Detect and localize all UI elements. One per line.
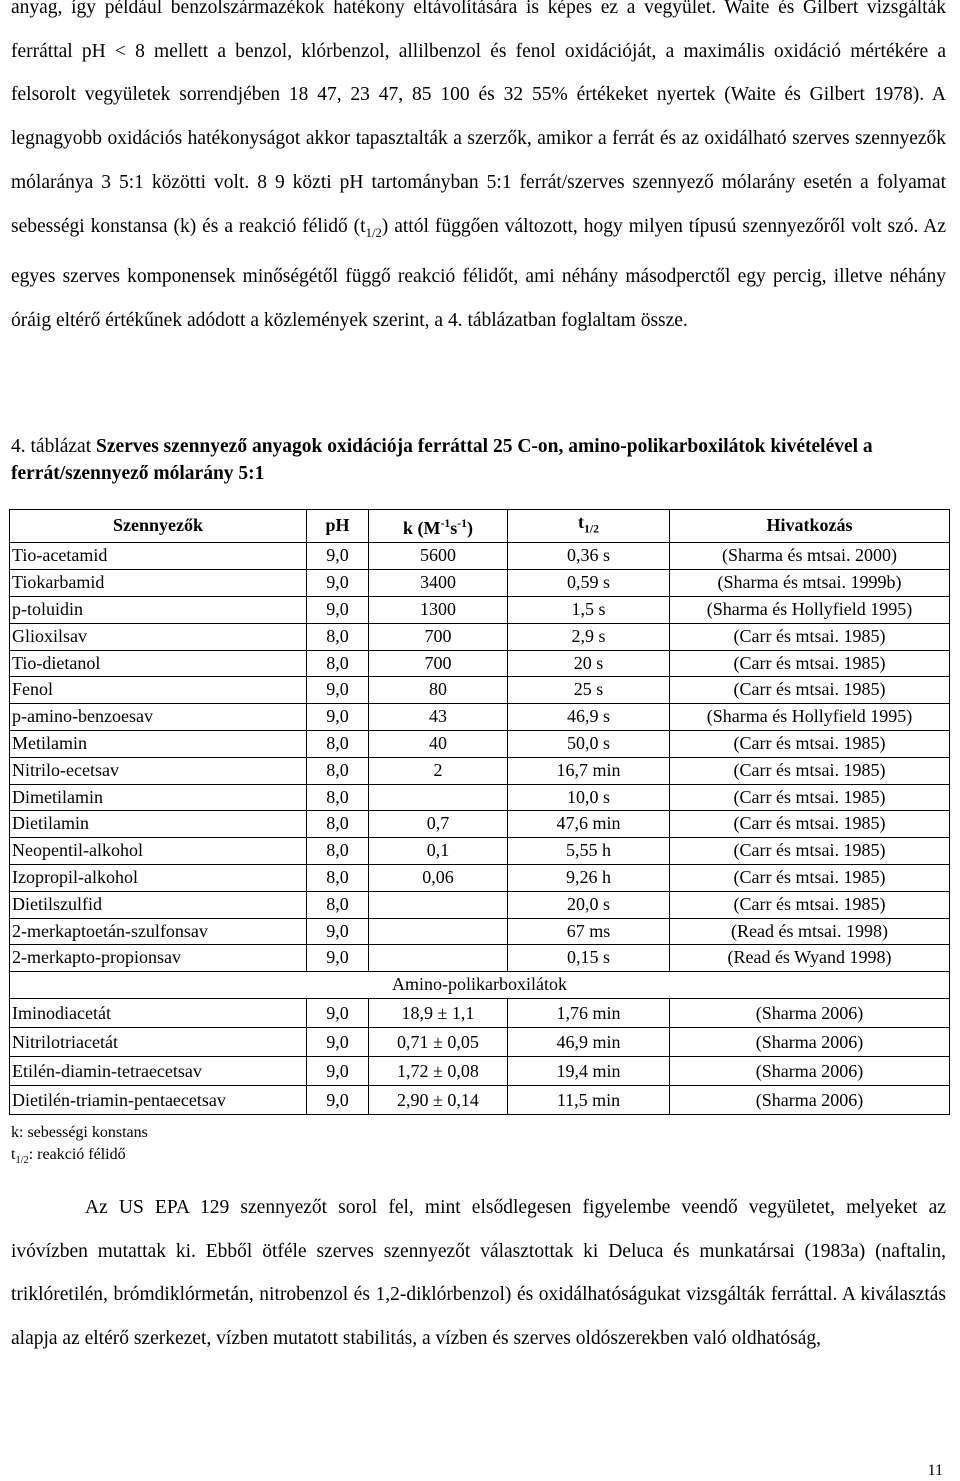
- table-row: [10, 1056, 950, 1085]
- cell-pollutant: Izopropil-alkohol: [10, 864, 307, 891]
- cell-k: 2: [369, 757, 508, 784]
- cell-half-life: 2,9 s: [508, 623, 670, 650]
- cell-pollutant: Metilamin: [10, 730, 307, 757]
- cell-half-life: 0,59 s: [508, 570, 670, 597]
- cell-reference: (Read és Wyand 1998): [670, 945, 950, 972]
- table-row: [10, 1027, 950, 1056]
- cell-ph: 8,0: [307, 784, 369, 811]
- cell-reference: (Sharma és Hollyfield 1995): [670, 596, 950, 623]
- cell-half-life: 16,7 min: [508, 757, 670, 784]
- cell-reference: (Carr és mtsai. 1985): [670, 757, 950, 784]
- cell-k: [369, 918, 508, 945]
- cell-k: [369, 891, 508, 918]
- cell-ph: 8,0: [307, 623, 369, 650]
- table-header-row: [10, 510, 950, 543]
- table-row: [10, 650, 950, 677]
- cell-reference: (Sharma és mtsai. 1999b): [670, 570, 950, 597]
- cell-k: 1,72 ± 0,08: [369, 1056, 508, 1085]
- caption-prefix: 4. táblázat: [11, 436, 96, 457]
- page-number: 11: [927, 1462, 943, 1479]
- table-row: [10, 784, 950, 811]
- cell-half-life: 20 s: [508, 650, 670, 677]
- cell-ph: 8,0: [307, 811, 369, 838]
- cell-reference: (Sharma 2006): [670, 998, 950, 1027]
- header-ph: pH: [307, 510, 369, 543]
- cell-reference: (Sharma 2006): [670, 1085, 950, 1114]
- cell-pollutant: Dimetilamin: [10, 784, 307, 811]
- header-k: k $(M^{-1}s^{-1})$: [369, 510, 508, 543]
- cell-k: 3400: [369, 570, 508, 597]
- cell-pollutant: Neopentil-alkohol: [10, 838, 307, 865]
- cell-half-life: 46,9 min: [508, 1027, 670, 1056]
- table-row: [10, 838, 950, 865]
- cell-reference: (Sharma és mtsai. 2000): [670, 543, 950, 570]
- cell-pollutant: Nitrilo-ecetsav: [10, 757, 307, 784]
- table-row: [10, 1085, 950, 1114]
- cell-reference: (Carr és mtsai. 1985): [670, 864, 950, 891]
- cell-k: 700: [369, 623, 508, 650]
- cell-ph: 9,0: [307, 704, 369, 731]
- table-row: [10, 704, 950, 731]
- table-row: [10, 891, 950, 918]
- table-caption: [11, 433, 946, 487]
- cell-pollutant: Tiokarbamid: [10, 570, 307, 597]
- cell-k: 0,71 ± 0,05: [369, 1027, 508, 1056]
- cell-k: 40: [369, 730, 508, 757]
- table-row: [10, 864, 950, 891]
- cell-pollutant: 2-merkaptoetán-szulfonsav: [10, 918, 307, 945]
- cell-k: 5600: [369, 543, 508, 570]
- cell-pollutant: Fenol: [10, 677, 307, 704]
- cell-k: [369, 784, 508, 811]
- cell-k: 700: [369, 650, 508, 677]
- cell-reference: (Carr és mtsai. 1985): [670, 730, 950, 757]
- cell-ph: 9,0: [307, 945, 369, 972]
- cell-half-life: 67 ms: [508, 918, 670, 945]
- cell-half-life: 25 s: [508, 677, 670, 704]
- cell-reference: (Sharma 2006): [670, 1027, 950, 1056]
- paragraph1-rest: ) attól függően változott, hogy milyen típusú szennyezőről volt szó. Az egyes szerves komponensek minőségétől függő reakció félidőt, ami néhány másodperctől egy percig, illetve néhány óráig eltérő értékűnek adódott a közlemények szerint, a 4. táblázatban foglaltam össze.: [11, 215, 946, 331]
- cell-reference: (Sharma és Hollyfield 1995): [670, 704, 950, 731]
- cell-ph: 9,0: [307, 1027, 369, 1056]
- table-row: [10, 543, 950, 570]
- table-row: [10, 757, 950, 784]
- section-row: [10, 972, 950, 999]
- table-row: [10, 811, 950, 838]
- cell-half-life: 19,4 min: [508, 1056, 670, 1085]
- body-paragraph-2: Az US EPA 129 szennyezőt sorol fel, mint elsődlegesen figyelembe veendő vegyületet, melyeket az ivóvízben mutattak ki. Ebből ötféle szerves szennyezőt választottak ki Deluca és munkatársai (1983a) (naftalin, triklóretilén, brómdiklórmetán, nitrobenzol és 1,2-diklórbenzol) és oxidálhatóságukat vizsgálták ferráttal. A kiválasztás alapja az eltérő szerkezet, vízben mutatott stabilitás, a vízben és szerves oldószerekben való oldhatóság,: [11, 1197, 946, 1350]
- table-row: [10, 596, 950, 623]
- cell-half-life: 50,0 s: [508, 730, 670, 757]
- cell-ph: 9,0: [307, 1085, 369, 1114]
- cell-pollutant: 2-merkapto-propionsav: [10, 945, 307, 972]
- cell-reference: (Carr és mtsai. 1985): [670, 838, 950, 865]
- table-row: [10, 623, 950, 650]
- cell-ph: 8,0: [307, 650, 369, 677]
- cell-reference: (Carr és mtsai. 1985): [670, 811, 950, 838]
- cell-half-life: 1,5 s: [508, 596, 670, 623]
- cell-pollutant: Etilén-diamin-tetraecetsav: [10, 1056, 307, 1085]
- cell-reference: (Sharma 2006): [670, 1056, 950, 1085]
- cell-ph: 8,0: [307, 838, 369, 865]
- cell-k: 0,06: [369, 864, 508, 891]
- cell-pollutant: Dietilamin: [10, 811, 307, 838]
- cell-k: 43: [369, 704, 508, 731]
- paragraph1-text: anyag, így például benzolszármazékok hatékony eltávolítására is képes ez a vegyület. Waite és Gilbert vizsgálták ferráttal pH < 8 mellett a benzol, klórbenzol, allilbenzol és fenol oxidációját, a maximális oxidáció mértékére a felsorolt vegyületek sorrendjében 18 47, 23 47, 85 100 és 32 55% értékeket nyertek (Waite és Gilbert 1978). A legnagyobb oxidációs hatékonyságot akkor tapasztalták a szerzők, amikor a ferrát és az oxidálható szerves szennyezők mólaránya 3 5:1 közötti volt. 8 9 közti pH tartományban 5:1 ferrát/szerves szennyező mólarány esetén a folyamat sebességi konstansa (k) és a reakció félidő (t: [11, 0, 946, 237]
- cell-ph: 8,0: [307, 891, 369, 918]
- header-half-life: $t_{1/2}$: [508, 510, 670, 543]
- note-half-life: $t_{1/2}$: reakció félidő: [11, 1146, 126, 1167]
- table-row: [10, 998, 950, 1027]
- cell-half-life: 0,36 s: [508, 543, 670, 570]
- body-paragraph-1: [11, 0, 946, 343]
- table-row: [10, 570, 950, 597]
- cell-reference: (Carr és mtsai. 1985): [670, 784, 950, 811]
- header-pollutants: Szennyezők: [10, 510, 307, 543]
- cell-half-life: 5,55 h: [508, 838, 670, 865]
- table-row: [10, 945, 950, 972]
- caption-title: Szerves szennyező anyagok oxidációja ferráttal 25 C-on, amino-polikarboxilátok kivételével a ferrát/szennyező mólarány 5:1: [11, 436, 873, 484]
- cell-ph: 9,0: [307, 596, 369, 623]
- cell-pollutant: Tio-acetamid: [10, 543, 307, 570]
- table-notes: [11, 1122, 148, 1172]
- cell-half-life: 1,76 min: [508, 998, 670, 1027]
- cell-half-life: 9,26 h: [508, 864, 670, 891]
- cell-ph: 9,0: [307, 677, 369, 704]
- cell-k: 18,9 ± 1,1: [369, 998, 508, 1027]
- oxidation-table: [9, 509, 950, 1115]
- cell-pollutant: Dietilszulfid: [10, 891, 307, 918]
- table-body: [10, 543, 950, 1115]
- cell-pollutant: Tio-dietanol: [10, 650, 307, 677]
- cell-half-life: 47,6 min: [508, 811, 670, 838]
- cell-ph: 9,0: [307, 570, 369, 597]
- cell-half-life: 0,15 s: [508, 945, 670, 972]
- cell-pollutant: p-amino-benzoesav: [10, 704, 307, 731]
- cell-reference: (Carr és mtsai. 1985): [670, 623, 950, 650]
- cell-pollutant: Iminodiacetát: [10, 998, 307, 1027]
- cell-k: 1300: [369, 596, 508, 623]
- table-row: [10, 677, 950, 704]
- cell-half-life: 11,5 min: [508, 1085, 670, 1114]
- cell-ph: 9,0: [307, 998, 369, 1027]
- cell-k: 80: [369, 677, 508, 704]
- cell-reference: (Carr és mtsai. 1985): [670, 891, 950, 918]
- cell-ph: 9,0: [307, 543, 369, 570]
- cell-pollutant: Nitrilotriacetát: [10, 1027, 307, 1056]
- cell-k: 0,7: [369, 811, 508, 838]
- note-k: k: sebességi konstans: [11, 1124, 148, 1141]
- header-reference: Hivatkozás: [670, 510, 950, 543]
- cell-ph: 9,0: [307, 918, 369, 945]
- cell-reference: (Carr és mtsai. 1985): [670, 677, 950, 704]
- cell-ph: 9,0: [307, 1056, 369, 1085]
- cell-reference: (Read és mtsai. 1998): [670, 918, 950, 945]
- table-row: [10, 730, 950, 757]
- cell-ph: 8,0: [307, 864, 369, 891]
- cell-half-life: 20,0 s: [508, 891, 670, 918]
- cell-k: [369, 945, 508, 972]
- cell-reference: (Carr és mtsai. 1985): [670, 650, 950, 677]
- cell-k: 2,90 ± 0,14: [369, 1085, 508, 1114]
- cell-pollutant: p-toluidin: [10, 596, 307, 623]
- cell-pollutant: Glioxilsav: [10, 623, 307, 650]
- cell-ph: 8,0: [307, 757, 369, 784]
- section-label: Amino-polikarboxilátok: [10, 972, 950, 999]
- cell-half-life: 46,9 s: [508, 704, 670, 731]
- cell-half-life: 10,0 s: [508, 784, 670, 811]
- paragraph1-subscript: 1/2: [365, 225, 382, 240]
- cell-ph: 8,0: [307, 730, 369, 757]
- table-row: [10, 918, 950, 945]
- cell-k: 0,1: [369, 838, 508, 865]
- cell-pollutant: Dietilén-triamin-pentaecetsav: [10, 1085, 307, 1114]
